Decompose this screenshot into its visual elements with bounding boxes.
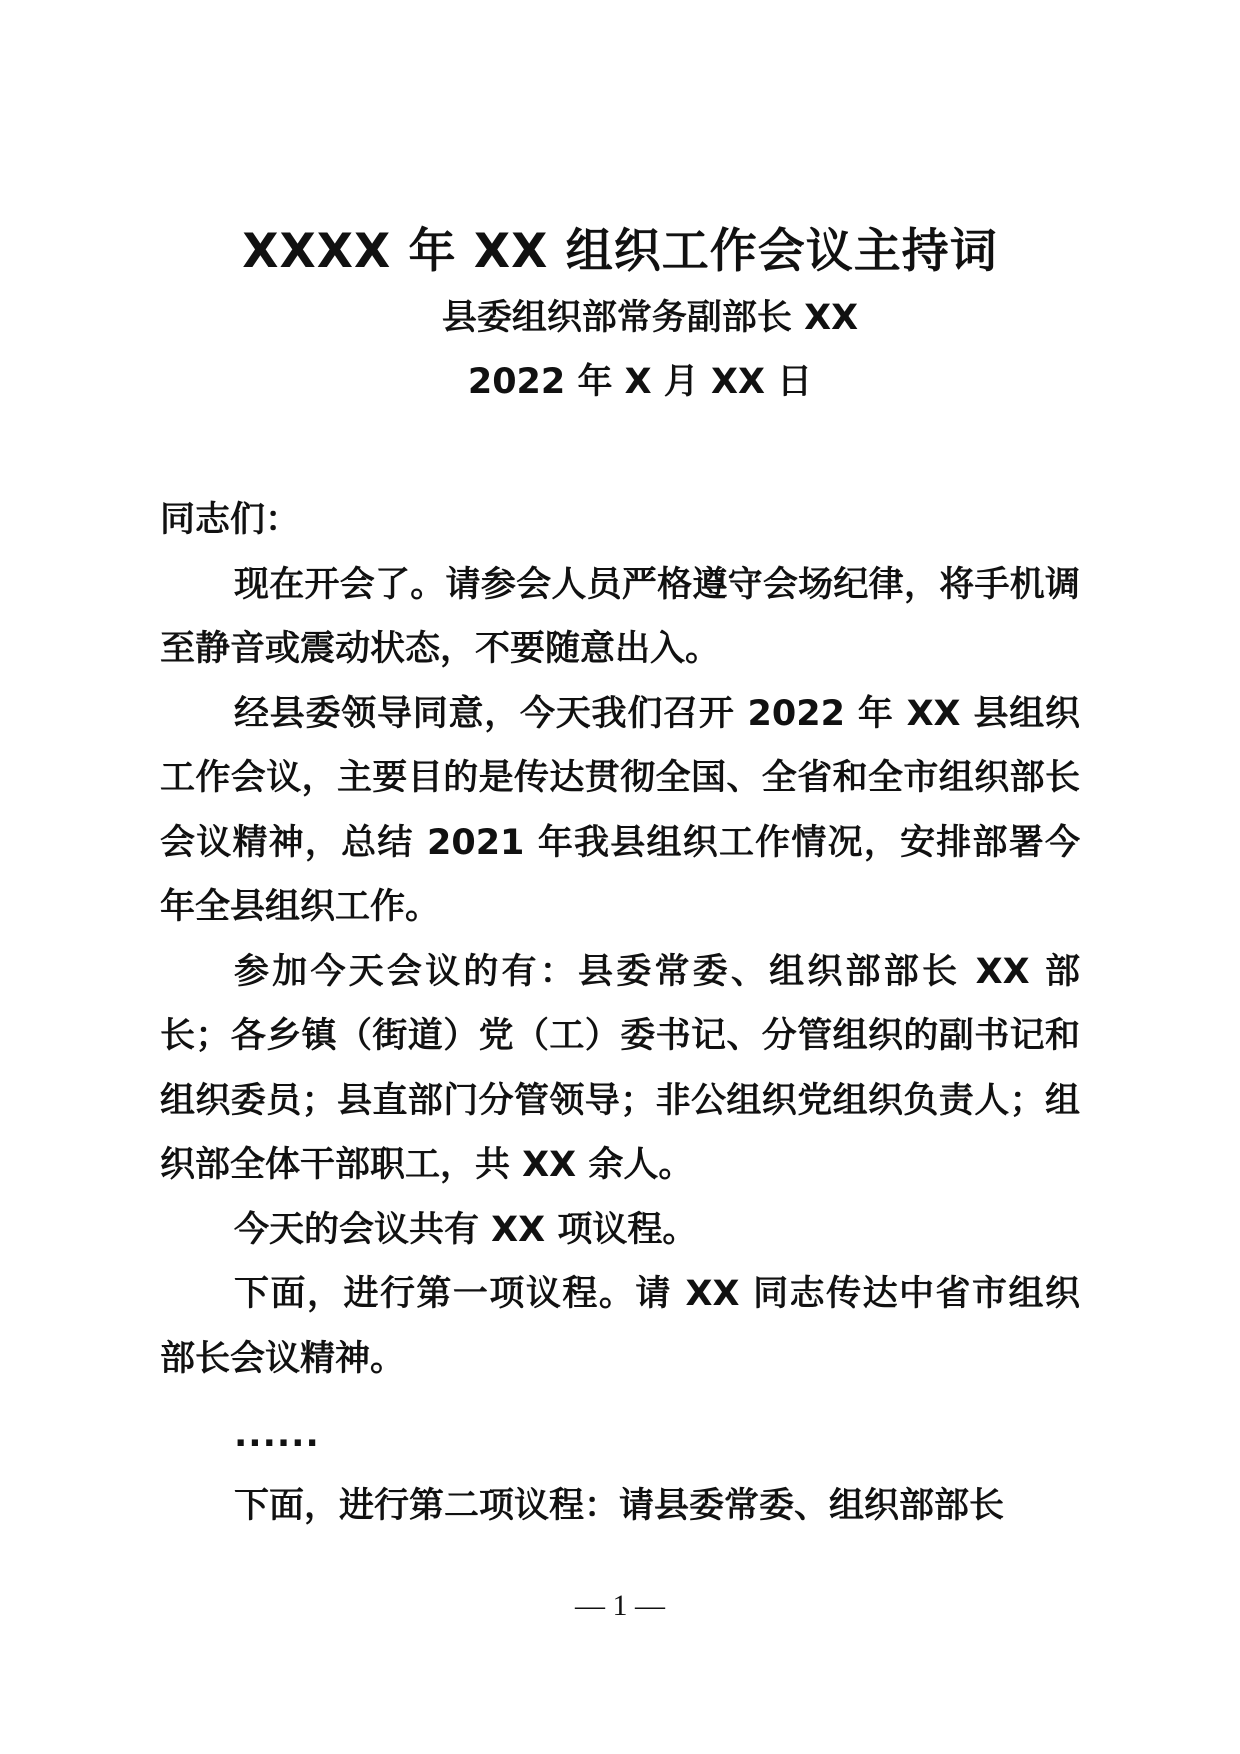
paragraph: 经县委领导同意，今天我们召开 2022 年 XX 县组织工作会议，主要目的是传达贯彻全国、全省和全市组织部长会议精神，总结 2021 年我县组织工作情况，安排部署今年全县组织工作。 [160, 693, 1080, 927]
paragraph: 参加今天会议的有：县委常委、组织部部长 XX 部长；各乡镇（街道）党（工）委书记、分管组织的副书记和组织委员；县直部门分管领导；非公组织党组织负责人；组织部全体干部职工，共 XX 余人。 [160, 951, 1080, 1185]
paragraph: 下面，进行第一项议程。请 XX 同志传达中省市组织部长会议精神。 [160, 1274, 1080, 1379]
paragraph: 今天的会议共有 XX 项议程。 [234, 1209, 698, 1250]
speaker-line: 县委组织部常务副部长 XX [441, 298, 859, 338]
page-number: — 1 — [575, 1589, 665, 1622]
document-title: XXXX 年 XX 组织工作会议主持词 [242, 224, 998, 279]
paragraph: 现在开会了。请参会人员严格遵守会场纪律，将手机调至静音或震动状态，不要随意出入。 [160, 564, 1080, 669]
salutation: 同志们： [160, 500, 301, 540]
paragraph: 下面，进行第二项议程：请县委常委、组织部部长 [234, 1485, 1005, 1526]
document-body [160, 488, 1080, 1538]
date-line: 2022 年 X 月 XX 日 [467, 362, 813, 402]
ellipsis-line: ...... [234, 1415, 320, 1455]
